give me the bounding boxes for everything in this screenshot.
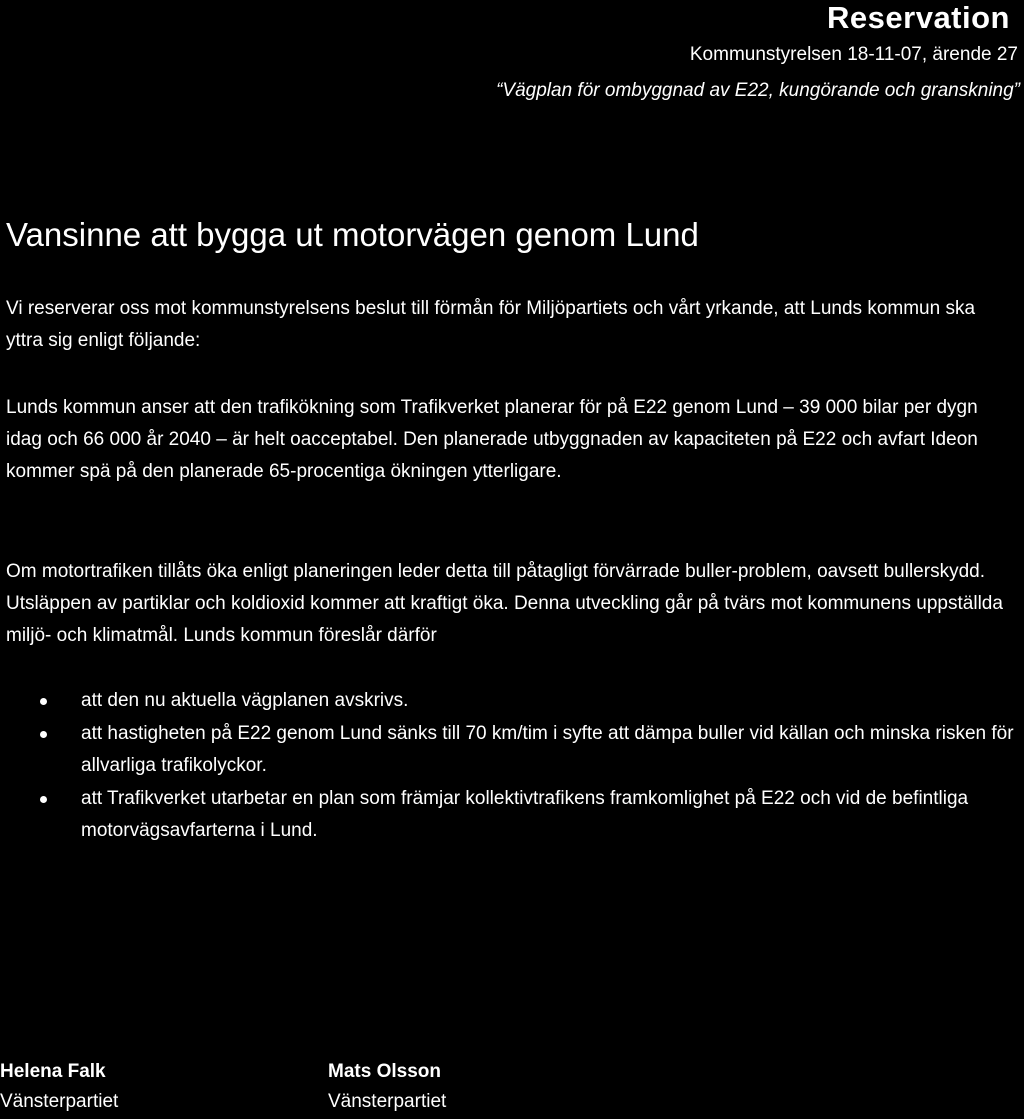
paragraph-intro: Vi reserverar oss mot kommunstyrelsens beslut till förmån för Miljöpartiets och vårt yrkande, att Lunds kommun ska yttra sig enligt följande: — [6, 298, 976, 351]
paragraph-environment: Om motortrafiken tillåts öka enligt planeringen leder detta till påtagligt förvärrade buller-problem, oavsett bullerskydd. Utsläppen av partiklar och koldioxid kommer att kraftigt öka. Denna utveckling går på tvärs mot kommunens uppställda miljö- och klimatmål. Lunds kommun föreslår därför — [6, 561, 1003, 646]
meeting-reference: Kommunstyrelsen 18-11-07, ärende 27 — [689, 44, 1018, 65]
matter-title: “Vägplan för ombyggnad av E22, kungörande och granskning” — [496, 80, 1020, 101]
document-type-title: Reservation — [827, 0, 1010, 35]
signer-name: Helena Falk — [0, 1061, 106, 1082]
signer-party: Vänsterpartiet — [0, 1091, 119, 1112]
list-item-text: att den nu aktuella vägplanen avskrivs. — [81, 690, 409, 711]
bullet-icon — [40, 796, 47, 803]
list-item-text: att Trafikverket utarbetar en plan som främjar kollektivtrafikens framkomlighet på E22 och vid de befintliga motorvägsavfarterna i Lund. — [81, 788, 969, 841]
signer-party: Vänsterpartiet — [328, 1091, 447, 1112]
bullet-icon — [40, 731, 47, 738]
list-item — [6, 783, 1016, 847]
bullet-icon — [40, 698, 47, 705]
headline: Vansinne att bygga ut motorvägen genom Lund — [6, 216, 699, 253]
signature-block — [0, 1057, 118, 1117]
signature-block — [328, 1057, 446, 1117]
list-item — [6, 685, 1016, 717]
list-item — [6, 718, 1016, 782]
paragraph-traffic: Lunds kommun anser att den trafikökning som Trafikverket planerar för på E22 genom Lund – 39 000 bilar per dygn idag och 66 000 år 2040 – är helt oacceptabel. Den planerade utbyggnaden av kapaciteten på E22 och avfart Ideon kommer spä på den planerade 65-procentiga ökningen ytterligare. — [6, 397, 978, 482]
list-item-text: att hastigheten på E22 genom Lund sänks till 70 km/tim i syfte att dämpa buller vid källan och minska risken för allvarliga trafikolyckor. — [81, 723, 1014, 776]
signer-name: Mats Olsson — [328, 1061, 441, 1082]
proposal-list — [6, 685, 1016, 848]
